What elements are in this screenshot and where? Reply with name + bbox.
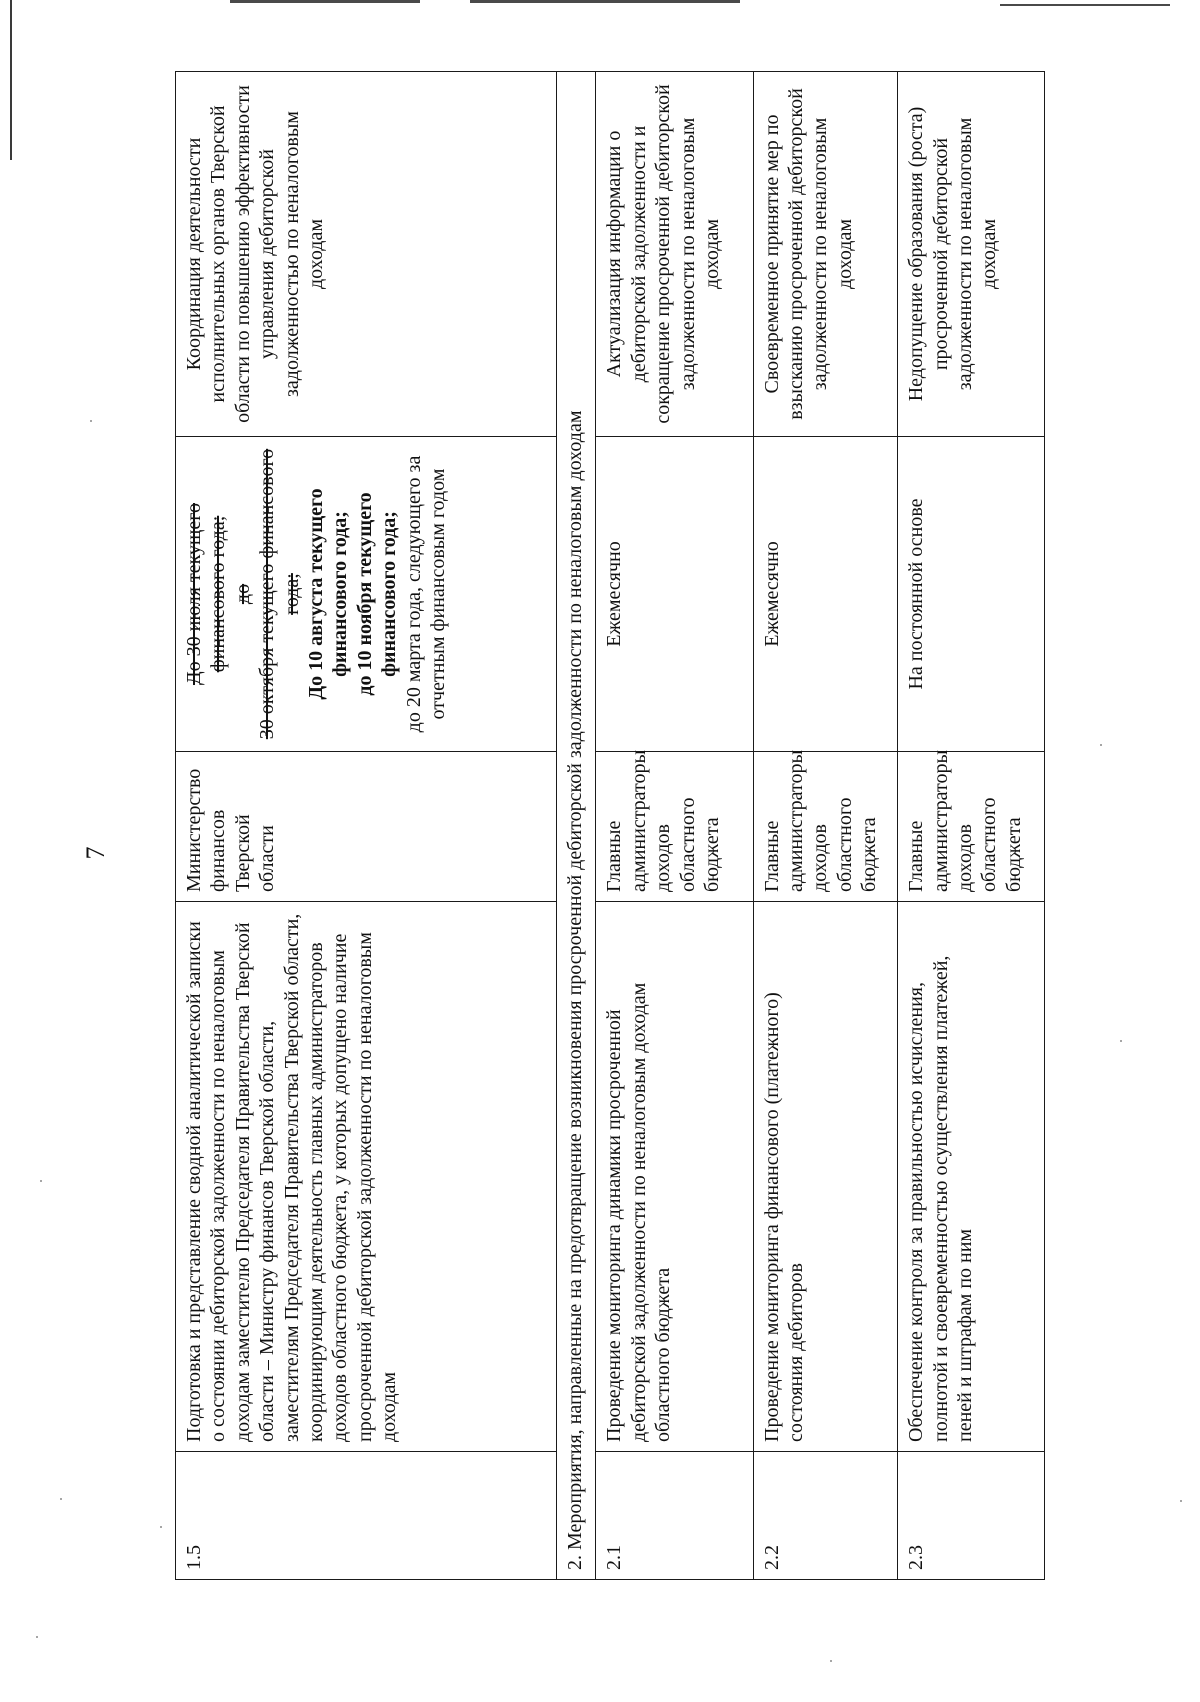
row-number: 2.1 [596, 1452, 753, 1580]
scan-edge-left [10, 0, 12, 160]
result-cell: Недопущение образования (роста) просроченной дебиторской задолженности по неналоговым доходам [898, 72, 1045, 437]
result-cell: Актуализация информации о дебиторской задолженности и сокращение просроченной дебиторской задолженности по неналоговым доходам [596, 72, 753, 437]
scan-speck [830, 1660, 832, 1662]
row-number: 2.2 [753, 1452, 898, 1580]
responsible-cell: Министерство финансов Тверской области [176, 752, 557, 902]
scan-speck [1120, 1040, 1122, 1042]
deadline-cell: Ежемесячно [753, 437, 898, 752]
responsible-cell: Главные администраторы доходов областного бюджета [898, 752, 1045, 902]
scan-speck [1180, 1500, 1182, 1502]
activity-cell: Проведение мониторинга динамики просроченной дебиторской задолженности по неналоговым доходам областного бюджета [596, 902, 753, 1452]
section-header-row [556, 72, 596, 1580]
scan-speck [40, 1180, 42, 1182]
scan-edge-top [470, 0, 740, 3]
table-row [898, 72, 1045, 1580]
page-number: 7 [81, 846, 110, 860]
deadline-new-text: До 10 августа текущего финансового года; [304, 488, 352, 700]
activity-cell: Проведение мониторинга финансового (платежного) состояния дебиторов [753, 902, 898, 1452]
section-title: 2. Мероприятия, направленные на предотвращение возникновения просроченной дебиторской задолженности по неналоговым доходам [556, 72, 596, 1580]
scan-speck [90, 420, 92, 422]
deadline-cell: На постоянной основе [898, 437, 1045, 752]
table-row [596, 72, 753, 1580]
scan-speck [60, 1498, 62, 1500]
result-cell: Своевременное принятие мер по взысканию просроченной дебиторской задолженности по неналоговым доходам [753, 72, 898, 437]
deadline-cell [176, 437, 557, 752]
activity-cell: Обеспечение контроля за правильностью исчисления, полнотой и своевременностью осуществления платежей, пеней и штрафам по ним [898, 902, 1045, 1452]
deadline-struck-text: 30 октября текущего финансового года; [256, 448, 303, 740]
deadline-struck-text: До 30 июля текущего финансового года; [183, 503, 230, 686]
scan-speck [36, 1636, 38, 1638]
activity-cell: Подготовка и представление сводной аналитической записки о состоянии дебиторской задолженности по неналоговым доходам заместителю Председателя Правительства Тверской области – Министру финансов Тверской области, заместителям Председателя Правительства Тверской области, координирующим деятельность главных администраторов доходов областного бюджета, у которых допущено наличие просроченной дебиторской задолженности по неналоговым доходам [176, 902, 557, 1452]
result-cell: Координация деятельности исполнительных органов Тверской области по повышению эффективности управления дебиторской задолженностью по неналоговым доходам [176, 72, 557, 437]
deadline-struck-text: до [231, 583, 254, 605]
table-row [176, 72, 557, 1580]
table-row [753, 72, 898, 1580]
scan-speck [1100, 744, 1102, 746]
deadline-text: до 20 марта года, следующего за отчетным финансовым годом [402, 455, 449, 733]
row-number: 1.5 [176, 1452, 557, 1580]
scan-edge-top [230, 0, 420, 3]
measures-table [175, 71, 1045, 1580]
deadline-cell: Ежемесячно [596, 437, 753, 752]
responsible-cell: Главные администраторы доходов областного бюджета [596, 752, 753, 902]
row-number: 2.3 [898, 1452, 1045, 1580]
scan-speck [160, 1526, 162, 1528]
scan-edge-top [1000, 4, 1170, 6]
responsible-cell: Главные администраторы доходов областного бюджета [753, 752, 898, 902]
deadline-new-text: до 10 ноября текущего финансового года; [353, 492, 401, 696]
rotated-table-container [175, 72, 1045, 1580]
